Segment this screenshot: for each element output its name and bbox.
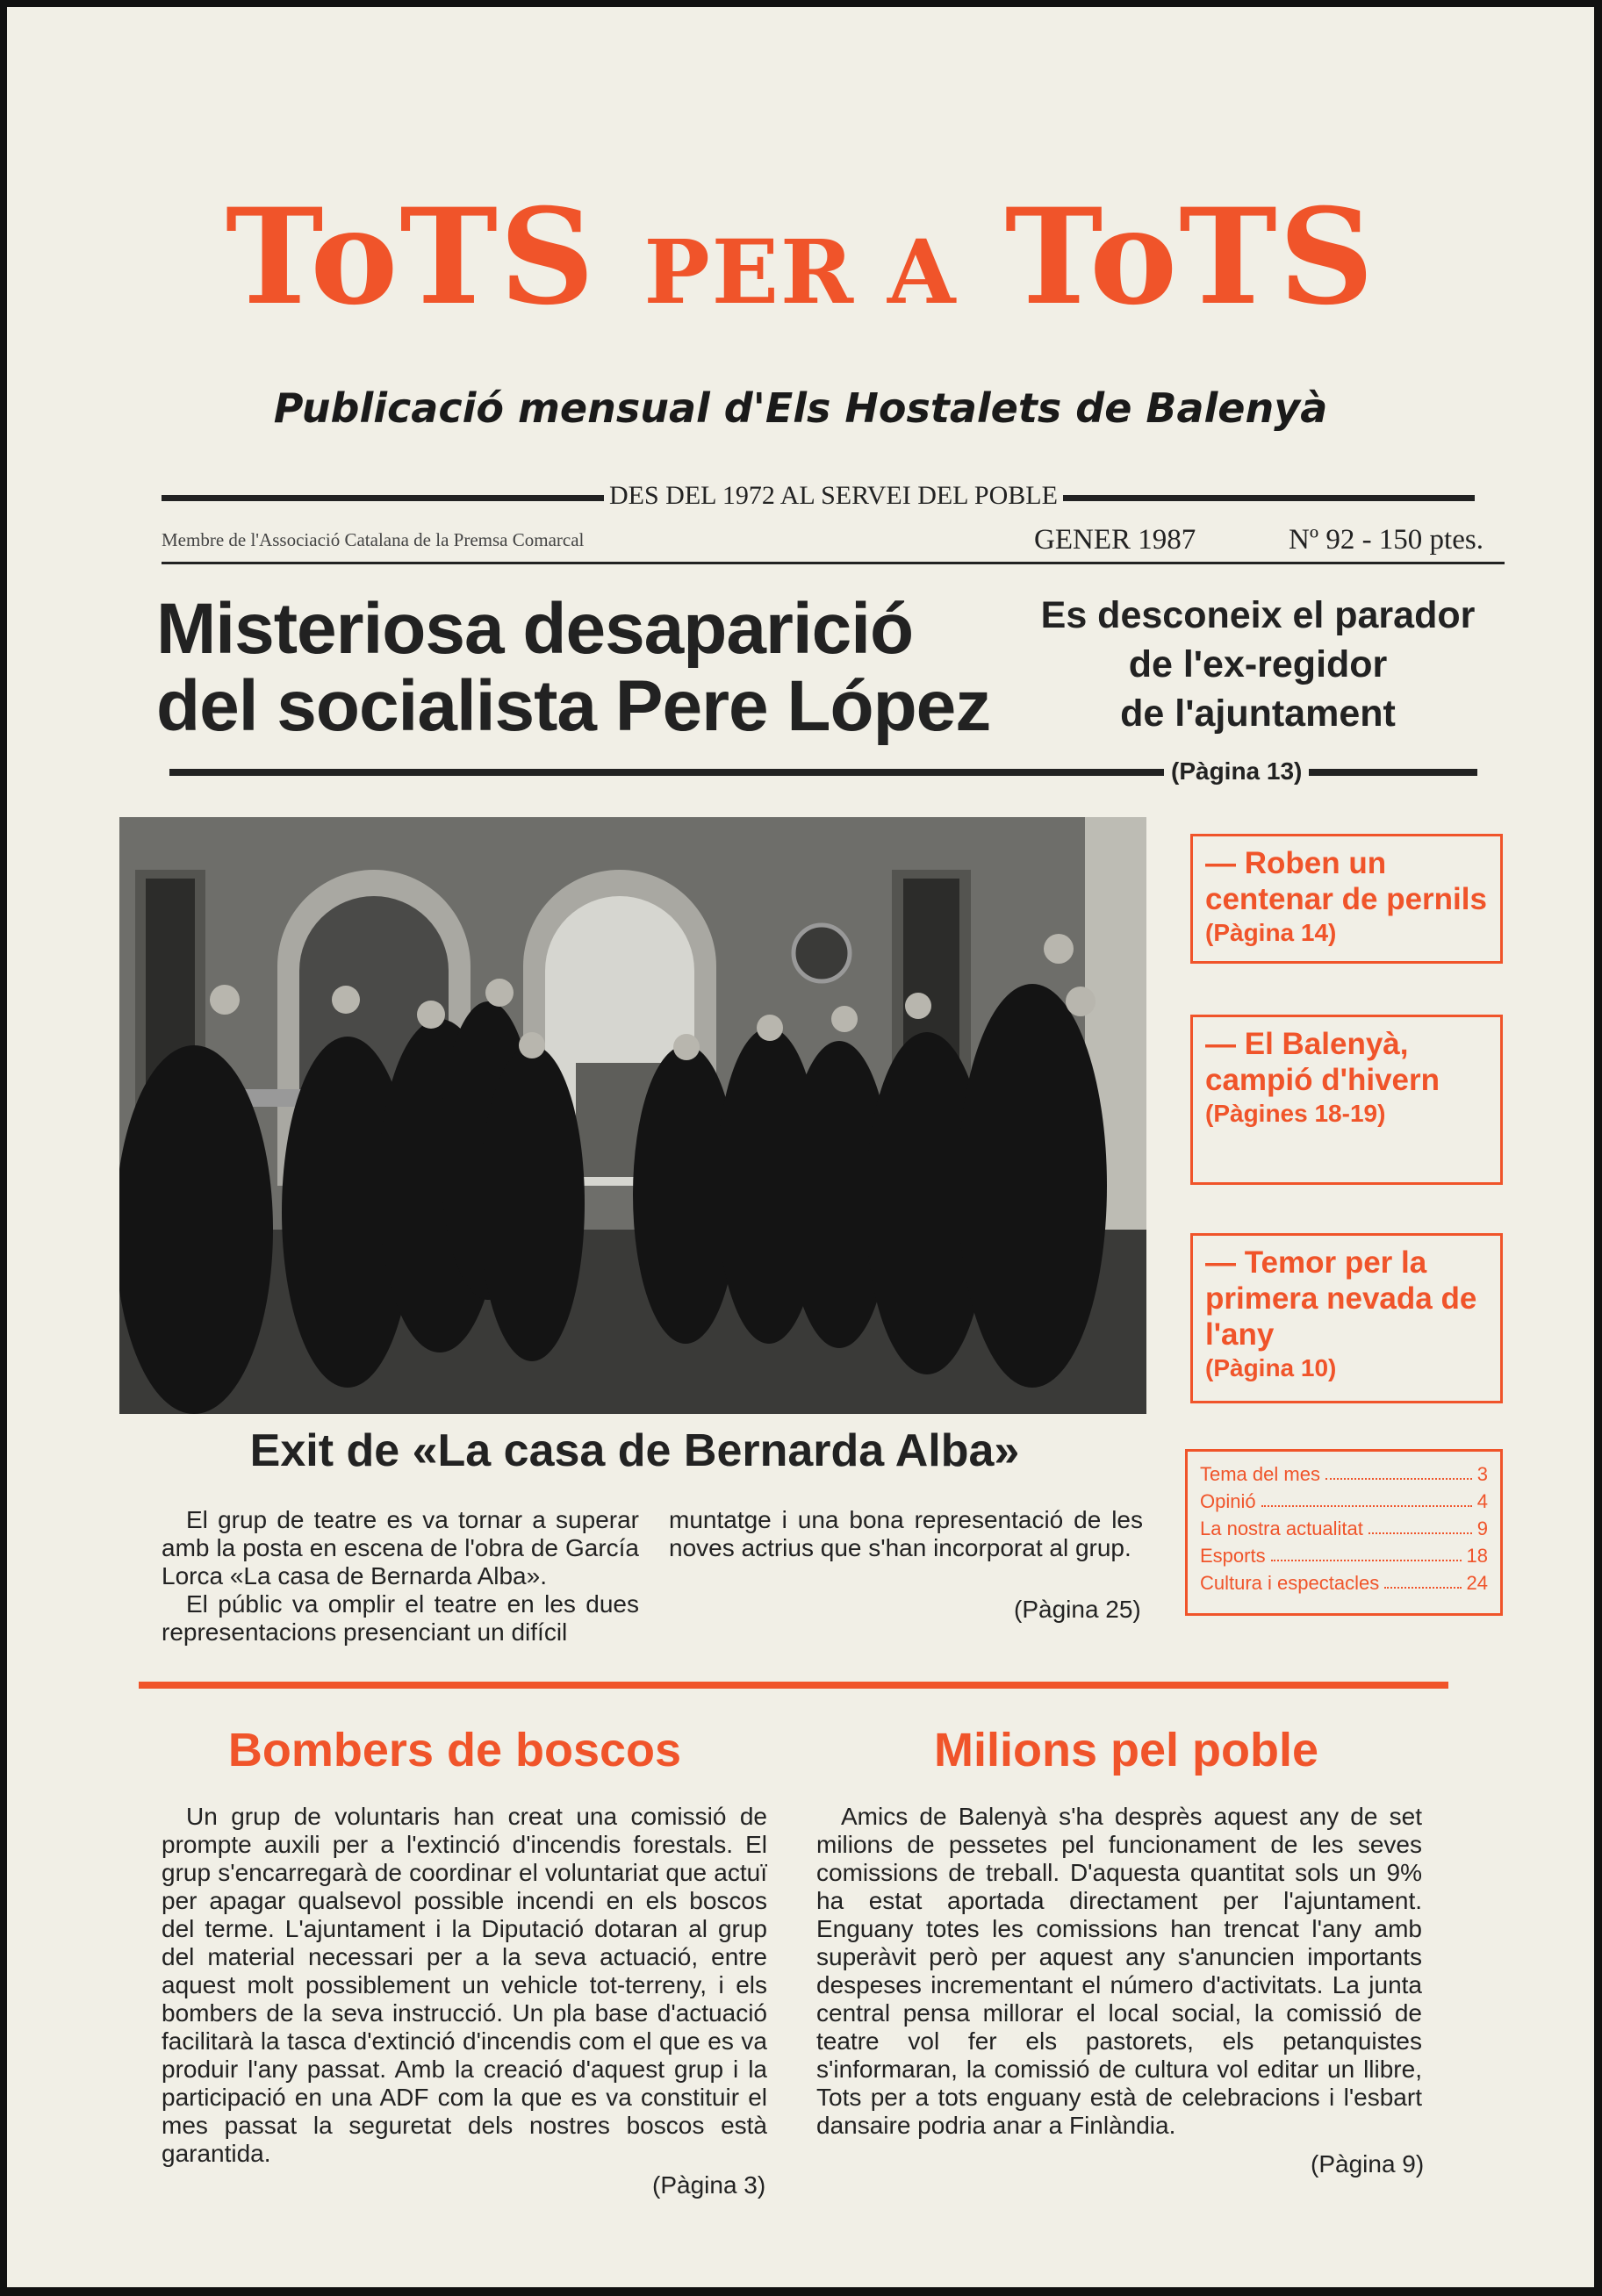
- milions-page-ref: (Pàgina 9): [1311, 2150, 1425, 2178]
- bombers-title: Bombers de boscos: [227, 1724, 682, 1776]
- teaser-box-nevada: [1190, 1233, 1503, 1403]
- teaser-box-balenya: [1190, 1015, 1503, 1185]
- index-page: 18: [1466, 1545, 1488, 1567]
- kicker-line-2: de l'ex-regidor: [1128, 643, 1388, 685]
- feature-column-1: [162, 1506, 639, 1647]
- feature-title: Exit de «La casa de Bernarda Alba»: [249, 1425, 1020, 1476]
- index-row: [1200, 1542, 1488, 1569]
- masthead-word-1: ToTS: [225, 180, 597, 334]
- headline-line-1: Misteriosa desaparició: [156, 589, 914, 669]
- newspaper-page: [7, 7, 1594, 2287]
- theatre-scene-illustration: [119, 817, 1146, 1414]
- bombers-page-ref: (Pàgina 3): [652, 2171, 766, 2199]
- kicker-line-3: de l'ajuntament: [1120, 692, 1396, 735]
- teaser-text: — El Balenyà, campió d'hivern: [1205, 1027, 1440, 1097]
- teaser-text: — Temor per la primera nevada de l'any: [1205, 1245, 1477, 1352]
- teaser-page-ref: (Pàgina 14): [1205, 919, 1337, 946]
- milions-article: [816, 1803, 1422, 2140]
- index-page: 4: [1476, 1490, 1488, 1512]
- index-row: [1200, 1488, 1488, 1515]
- feature-paragraph-2: El públic va omplir el teatre en les dues representacions presenciant un difícil: [162, 1590, 639, 1646]
- index-label: Cultura i espectacles: [1200, 1572, 1380, 1594]
- issue-number-price: Nº 92 - 150 ptes.: [1289, 524, 1483, 556]
- kicker-line-1: Es desconeix el parador: [1040, 594, 1476, 636]
- milions-title: Milions pel poble: [933, 1724, 1318, 1776]
- teaser-page-ref: (Pàgina 10): [1205, 1354, 1337, 1381]
- theatre-photo: [119, 817, 1146, 1414]
- index-page: 24: [1466, 1572, 1488, 1594]
- index-label: Tema del mes: [1200, 1463, 1320, 1485]
- headline-page-ref: (Pàgina 13): [1164, 757, 1309, 786]
- main-headline: [156, 591, 1104, 745]
- feature-paragraph-1: El grup de teatre es va tornar a superar amb la posta en escena de l'obra de García Lorca «La casa de Bernarda Alba».: [162, 1506, 639, 1589]
- header-bottom-rule: [162, 562, 1505, 564]
- index-page: 3: [1476, 1463, 1488, 1485]
- masthead-title: [7, 180, 1594, 334]
- feature-paragraph-3: muntatge i una bona representació de les noves actrius que s'han incorporat al grup.: [669, 1506, 1143, 1561]
- index-label: La nostra actualitat: [1200, 1518, 1363, 1539]
- masthead-word-2: PER A: [643, 220, 958, 324]
- bombers-body: Un grup de voluntaris han creat una comissió de prompte auxili per a l'extinció d'incendis forestals. El grup s'encarregarà de coordinar el voluntariat que actuï per apagar qualsevol possible incendi en els boscos del terme. L'ajuntament i la Diputació dotaran al grup del material necessari per a la seva actuació, entre aquest molt possiblement un vehicle tot-terreny, i els bombers de la seva instrucció. Un pla base d'actuació facilitarà la tasca d'extinció d'incendis com el que es va produir l'any passat. Amb la creació d'aquest grup i la participació en una ADF com la que es va constituir el mes passat la seguretat dels nostres boscos està garantida.: [162, 1803, 767, 2167]
- association-membership: Membre de l'Associació Catalana de la Premsa Comarcal: [162, 529, 585, 550]
- teaser-text: — Roben un centenar de pernils: [1205, 846, 1487, 916]
- feature-column-2: [669, 1506, 1143, 1562]
- index-label: Opinió: [1200, 1490, 1256, 1512]
- milions-body: Amics de Balenyà s'ha desprès aquest any de set milions de pessetes pel funcionament de les seves comissions de treball. D'aquesta quantitat sols un 9% ha estat aportada directament per l'ajuntament. Enguany totes les comissions han trencat l'any amb superàvit però per aquest any s'anuncien importants despeses incrementant el número d'activitats. La junta central pensa millorar el local social, la comissió de teatre vol fer els pastorets, els petanquistes s'informaran, la comissió de cultura vol editar un llibre, Tots per a tots enguany està de celebracions i l'esbart dansaire podria anar a Finlàndia.: [816, 1803, 1422, 2139]
- index-row: [1200, 1460, 1488, 1488]
- headline-line-2: del socialista Pere López: [156, 666, 991, 746]
- index-page: 9: [1476, 1518, 1488, 1539]
- issue-date: GENER 1987: [1034, 524, 1196, 556]
- headline-kicker: [1021, 591, 1495, 738]
- bombers-article: [162, 1803, 767, 2168]
- contents-index: [1185, 1449, 1503, 1616]
- teaser-box-pernils: [1190, 834, 1503, 964]
- index-row: [1200, 1515, 1488, 1542]
- teaser-page-ref: (Pàgines 18-19): [1205, 1100, 1386, 1127]
- masthead-word-3: ToTS: [1004, 180, 1376, 334]
- section-divider: [139, 1682, 1448, 1689]
- index-label: Esports: [1200, 1545, 1266, 1567]
- slogan: DES DEL 1972 AL SERVEI DEL POBLE: [604, 481, 1063, 511]
- publication-subtitle: Publicació mensual d'Els Hostalets de Balenyà: [273, 384, 1328, 432]
- index-row: [1200, 1569, 1488, 1596]
- feature-page-ref: (Pàgina 25): [1014, 1596, 1141, 1623]
